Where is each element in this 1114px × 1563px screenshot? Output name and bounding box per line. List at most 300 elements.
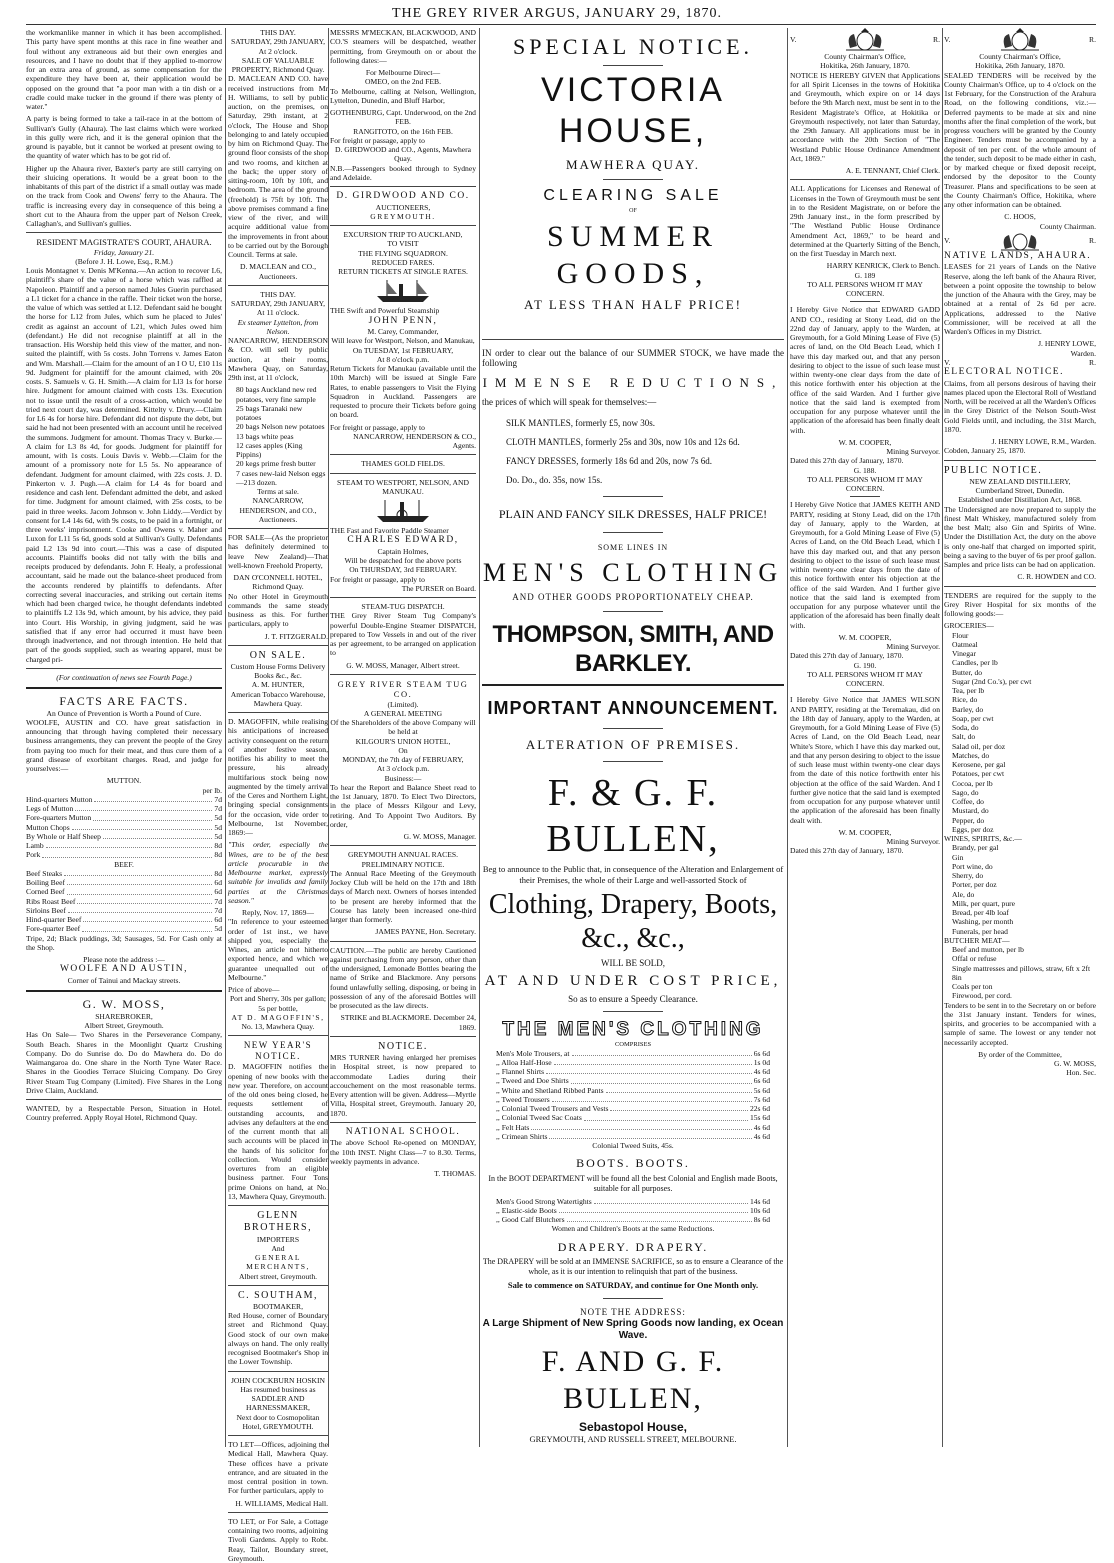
divider xyxy=(26,668,222,669)
glenn-address: Albert street, Greymouth. xyxy=(238,1271,318,1281)
price-row xyxy=(26,832,222,841)
divider xyxy=(482,684,784,686)
native-lands-text: LEASES for 21 years of Lands on the Native Reserve, along the left bank of the Ahaura River, between a point opposite the township to below the junction of the Ahaura with the Grey, may be obtained at a rental of 2s 6d per acre. Applications, addressed to the Native Commissioner, will be received at all the Warden's Offices in my District. xyxy=(944,262,1096,337)
southam-subtitle: BOOTMAKER, xyxy=(253,1301,303,1311)
clothing-drapery-title: Clothing, Drapery, Boots, &c., &c., xyxy=(488,888,778,955)
list-item: Soda, do xyxy=(952,723,979,733)
cooper-name: W. M. COOPER, xyxy=(838,437,892,447)
price-row xyxy=(26,906,222,915)
divider xyxy=(603,728,663,729)
notice-number: G. 189 xyxy=(854,270,876,280)
magoffin-text: D. MAGOFFIN, while realising his anticipations of increased activity consequent on the return of another festive season, notifies his ability to meet the pressure, his already multifarious stock being now augmented by the timely arrival of the Ceres and Northern Light, bringing special consignments for the occasion, vide order to Melbourne, 1st November, 1869:— xyxy=(228,717,328,838)
divider xyxy=(228,1035,328,1036)
price-item: ,, Colonial Tweed Sac Coats xyxy=(496,1113,582,1123)
beef-note: Tripe, 2d; Black puddings, 3d; Sausages, 5d. For Cash only at the Shop. xyxy=(26,933,222,952)
price-value: 8d xyxy=(214,841,222,851)
steamship-icon xyxy=(373,278,433,304)
bullen-title: F. & G. F. BULLEN, xyxy=(546,771,720,860)
clothing-price-list xyxy=(482,1049,784,1142)
by-order: By order of the Committee, xyxy=(978,1049,1062,1059)
divider xyxy=(603,1011,663,1012)
price-item: By Whole or Half Sheep xyxy=(26,831,101,841)
divider xyxy=(330,674,476,675)
price-row xyxy=(496,1113,770,1122)
list-item: Eggs, per doz xyxy=(952,824,994,834)
price-value: 7d xyxy=(214,804,222,814)
edward-intro: THE Fast and Favorite Paddle Steamer xyxy=(330,526,449,536)
edward-freight: For freight or passage, apply to xyxy=(330,574,425,584)
price-row xyxy=(496,1215,770,1224)
excursion-fares: REDUCED FARES. xyxy=(371,257,435,267)
column-4 xyxy=(482,28,784,1447)
price-item: Mutton Chops xyxy=(26,822,70,832)
caution-text: CAUTION.—The public are hereby Cautioned against purchasing from any person, other than the undersigned, Lemonade Bottles bearing the name of Strike and Blackmore. Any persons found unlawfully selling, disposing, or being in possession of any of the aforesaid Bottles will be prosecuted as the law directs. xyxy=(330,945,476,1011)
sale-time: At 2 o'clock. xyxy=(258,46,298,56)
mm-melbourne: For Melbourne Direct— xyxy=(365,68,441,77)
paddle-steamer-icon xyxy=(373,498,433,524)
divider xyxy=(228,1435,328,1436)
thompson-title: THOMPSON, SMITH, AND BARKLEY. xyxy=(492,621,774,678)
moss-title: Hon. Sec. xyxy=(1066,1068,1096,1078)
thames-title: THAMES GOLD FIELDS. xyxy=(361,459,445,469)
victoria-house-title: VICTORIA HOUSE, xyxy=(541,70,725,151)
list-item: Gin xyxy=(952,852,964,862)
divider xyxy=(228,1371,328,1372)
to-all-title: TO ALL PERSONS WHOM IT MAY CONCERN. xyxy=(807,669,923,688)
lots-list xyxy=(228,385,328,487)
business-signature: G. W. MOSS, Manager. xyxy=(403,832,476,842)
notice-number: G. 190. xyxy=(853,660,877,670)
edward-date: On THURSDAY, 3rd FEBRUARY. xyxy=(349,565,457,575)
column-divider xyxy=(479,28,480,1447)
summer-goods-title: SUMMER GOODS, xyxy=(546,220,720,291)
vr-right: R. xyxy=(933,35,940,45)
list-item: Milk, per quart, pure xyxy=(952,898,1016,908)
divider xyxy=(603,1298,663,1299)
news-paragraph: the workmanlike manner in which it has been accomplished. This party have spent months at this race in fine weather and foul without any extraneous aid but their own energies and resources, and I have no doubt that if they applied to-morrow for an extra area of ground, as some compensation for the expenditure they have been at, their application would be opposed on the ground that "a poor man with a tin dish or a cradle could make tucker in the ground if there was plenty of water." xyxy=(26,28,222,111)
divider xyxy=(228,528,328,529)
continuation-note: (For continuation of news see Fourth Page.) xyxy=(56,672,192,682)
royal-coat-of-arms-icon xyxy=(997,231,1043,251)
list-item: Sugar (2nd Co.'s), per cwt xyxy=(952,676,1032,686)
court-date: Friday, January 21. xyxy=(93,247,155,257)
note-address: NOTE THE ADDRESS: xyxy=(580,1306,686,1317)
onsale-items: Custom House Forms Delivery Books &c., &c. xyxy=(230,661,326,681)
tolet-signature: H. WILLIAMS, Medical Hall. xyxy=(235,1498,328,1508)
facts-text: WOOLFE, AUSTIN and CO. have great satisfaction in announcing that through having completed their necessary business arrangements, they can prevent the people of the Grey from paying too much for their meat, and thus cure them of a grand disease of exorbitant charges. Read, and judge for yourselves:— xyxy=(26,717,222,774)
excursion-return: RETURN TICKETS AT SINGLE RATES. xyxy=(338,267,468,277)
price-item: ,, Colonial Tweed Trousers and Vests xyxy=(496,1104,609,1114)
price-value: 22s 6d xyxy=(749,1104,770,1114)
distillery-text: The Undersigned are now prepared to supply the finest Malt Whiskey, manufactured solely from the best Malt; also Gin and Spirits of Wine. Under the Distillation Act, the duty on the above is only one-half that charged on imported spirit, being a saving to the buyer of 6s per proof gallon. Samples and price lists can be had on application. xyxy=(944,504,1096,570)
excursion-visit: TO VISIT xyxy=(387,239,419,249)
price-text: Port and Sherry, 30s per gallon; 5s per bottle, xyxy=(229,994,327,1013)
tolet-cottage: TO LET, or For Sale, a Cottage containing two rooms, adjoining Tivoli Gardens. Apply to Robt. Reay, Tailor, Boundary street, Greymouth. xyxy=(228,1516,328,1563)
price-item: ,, Tweed and Doe Shirts xyxy=(496,1076,569,1086)
price-item: Pork xyxy=(26,850,41,860)
divider xyxy=(603,611,663,612)
list-item: Vinegar xyxy=(952,649,977,659)
price-value: 15s 6d xyxy=(749,1113,770,1123)
vr-left: V. xyxy=(790,35,797,45)
divider xyxy=(944,586,1096,587)
wines-heading: WINES, SPIRITS, &c.— xyxy=(944,834,1022,844)
alteration-title: ALTERATION OF PREMISES. xyxy=(525,736,741,752)
hotel-name: DAN O'CONNELL HOTEL, xyxy=(233,573,323,582)
column-5 xyxy=(790,28,940,1447)
newyear-title: NEW YEAR'S NOTICE. xyxy=(243,1040,313,1062)
to-all-title: TO ALL PERSONS WHOM IT MAY CONCERN. xyxy=(807,474,923,493)
vr-right: R. xyxy=(1089,236,1096,246)
hoos-title: County Chairman. xyxy=(1039,221,1096,231)
list-item: Oatmeal xyxy=(952,639,978,649)
beef-title: BEEF. xyxy=(114,859,134,869)
price-value: 5d xyxy=(214,831,222,841)
excursion-squadron: THE FLYING SQUADRON. xyxy=(358,248,448,258)
list-item: Rice, do xyxy=(952,695,978,705)
boots-price-list xyxy=(482,1197,784,1225)
price-value: 10s 6d xyxy=(749,1205,770,1215)
price-item: Fore-quarter Beef xyxy=(26,924,81,934)
divider xyxy=(228,1285,328,1286)
woolfe-name: WOOLFE AND AUSTIN, xyxy=(59,964,189,975)
distillery-name: NEW ZEALAND DISTILLERY, xyxy=(969,476,1071,486)
divider xyxy=(330,1036,476,1037)
court-report: Louis Montagnet v. Denis M'Kenna.—An action to recover L6, plaintiff's share of the value of a horse which was raffled at Napoleon. Plaintiff and a person named Jules Guerin purchased a L1 ticket for a chance in the raffle. Their ticket won the horse, the value of which was settled at L12. Defendant said he bought the horse for L12 from Jules, which sum he placed to Jules' credit as against an account of L21, which Jules owed him (defendant.) He did not recognise plaintiff at all in the transaction. His Worship held this view of the matter, and non-suited the plaintiff, with 5s costs. John Torrens v. James Eaton and Wm. Marshall.—Claim for the amount of an I O U, £10 11s 9d. Judgment for plaintiff for the amount claimed, with 20s costs. S. Samuels v. G. H. Smith.—A claim for Ll3 1s for horse hire. Judgment for amount claimed with costs 13s. Execution not to issue until the result of a cross-action, which would be tried next court day, was determined. Kittelty v. Drury.—Claim for L6 4s for horse hire. Defendant did not dispute the debt, but said he had not been presented with an account until he received the summons. Judgment for amount. Thomas Tracy v. Burke.—A claim for L3 8s 4d, for goods. Judgment for plaintiff for amount, with 1s costs. Louis Davis v. Webb.—Claim for the amount of a promissory note for L5 5s. No appearance of defendant. Judgment for amount claimed, with 22s costs. J. D. Pinkerton v. J. Pugh.—A claim for L4 4s for board and residence and cash lent. Defendant admitted the debt, and asked for time. Judgment for amount claimed, with 25s costs, to be paid in three weeks. Jacom Johnson v. John Liddy.—Verdict by consent for L4 14s 6d, with 9s costs, to be paid in a fortnight, or three weeks' imprisonment. Cooke and Owens v. Maher and Luxon for L11 5s 6d, goods sold at Sullivan's Gully. Defendants paid L2 13s 9d into court.—This was a case of disputed accounts. Plaintiffs books did not tally with the bills and receipts produced by defendants. John F. Healy, a professional accountant, said he made out the balance-sheet produced from the accounts rendered by plaintiffs to defendants. After correcting several inaccuracies, and striking out certain items which had been charged twice, he thought defendants indebted to plaintiffs L2 13s 9d, which amount, by his advice, they paid into Court. His Worship, in giving judgment, said he was satisfied that if any error had occurred it must have been through inadvertence, and not through intention. He held that part of the goods supplied, such as wearing apparel, must be charged pri- xyxy=(26,266,222,664)
moss-address: Albert Street, Greymouth. xyxy=(84,1021,164,1031)
penn-agent: NANCARROW, HENDERSON & CO., Agents. xyxy=(353,431,476,451)
mawhera-quay: MAWHERA QUAY. xyxy=(565,156,701,172)
southam-text: Red House, corner of Boundary street and Richmond Quay. Good stock of our own make always on hand. The only really recognised Bootmaker's Shop in the Lower Township. xyxy=(228,1311,328,1367)
glenn-and: And xyxy=(271,1243,285,1253)
list-item: Tea, per lb xyxy=(952,686,985,696)
women-boots: Women and Children's Boots at the same Reductions. xyxy=(551,1224,715,1234)
this-day: THIS DAY. xyxy=(260,28,296,37)
meeting-text: Of the Shareholders of the above Company will be held at xyxy=(330,718,476,737)
under-cost-title: AT AND UNDER COST PRICE, xyxy=(484,973,782,990)
list-item: 20 kegs prime fresh butter xyxy=(236,459,316,469)
price-row xyxy=(26,841,222,850)
divider xyxy=(228,645,328,646)
woolfe-address: Corner of Tainui and Mackay streets. xyxy=(67,976,181,986)
divider xyxy=(330,1122,476,1123)
business-text: To hear the Report and Balance Sheet read to the 1st January, 1870. To Elect Two Directors, in the place of Messrs Kilgour and Levy, retiring. And To Appoint Two Auditors. By order, xyxy=(330,782,476,829)
divider xyxy=(330,186,476,187)
caution-signature: STRIKE and BLACKMORE. December 24, 1869. xyxy=(340,1013,476,1032)
list-item: SILK MANTLES, formerly £5, now 30s. xyxy=(506,418,655,429)
divider xyxy=(482,339,784,340)
divider xyxy=(330,941,476,942)
moss-signature: G. W. MOSS, xyxy=(1054,1059,1096,1069)
moss-title: G. W. MOSS, xyxy=(82,997,166,1012)
cooper-title: Mining Surveyor. xyxy=(886,837,940,846)
price-value: 7d xyxy=(214,794,222,804)
mens-clothing-title: MEN'S CLOTHING xyxy=(482,557,784,587)
price-row xyxy=(26,823,222,832)
hunter-address: American Tobacco Warehouse, Mawhera Quay. xyxy=(230,689,326,708)
divider xyxy=(26,232,222,233)
list-item: 80 bags Auckland new red potatoes, very fine sample xyxy=(236,385,317,404)
list-item: Do. Do., do. 35s, now 15s. xyxy=(506,475,603,486)
penn-intro: THE Swift and Powerful Steamship xyxy=(330,306,440,316)
clearing-sale: CLEARING SALE xyxy=(543,186,723,204)
turner-text: MRS TURNER having enlarged her premises in Hospital street, is now prepared to accommodate Ladies during their accouchement on the most reasonable terms. Every attention will be given. Address—Myrtle Villa, Hospital street, Greymouth. January 20, 1870. xyxy=(330,1053,476,1118)
list-item: Bread, per 4lb loaf xyxy=(952,908,1009,918)
edward-purser: The PURSER on Board. xyxy=(401,583,476,593)
distillery-street: Cumberland Street, Dunedin. xyxy=(975,486,1065,496)
list-item: Butter, do xyxy=(952,667,983,677)
price-value: 4s 6d xyxy=(753,1131,770,1141)
southam-title: C. SOUTHAM, xyxy=(237,1289,319,1301)
royal-coat-of-arms-icon xyxy=(842,28,888,52)
royal-coat-of-arms-icon xyxy=(997,28,1043,52)
list-item: Brandy, per gal xyxy=(952,843,999,853)
facts-title: FACTS ARE FACTS. xyxy=(59,694,189,709)
price-row xyxy=(496,1095,770,1104)
cooper-name: W. M. COOPER, xyxy=(838,632,892,642)
divider xyxy=(330,225,476,226)
price-item: Lamb xyxy=(26,841,44,851)
penn-freight: For freight or passage, apply to xyxy=(330,422,425,432)
nancarrow-text: NANCARROW, HENDERSON & CO. will sell by public auction, at their rooms, Mawhera Quay, on Saturday, 29th inst, at 11 o'clock, xyxy=(228,336,328,382)
divider xyxy=(944,460,1096,461)
to-all-title: TO ALL PERSONS WHOM IT MAY CONCERN. xyxy=(807,279,923,298)
divider xyxy=(26,990,222,992)
list-item: Salad oil, per doz xyxy=(952,741,1006,751)
girdwood-subtitle: AUCTIONEERS, xyxy=(375,202,431,212)
penn-leave: Will leave for Westport, Nelson, and Manukau, xyxy=(331,336,475,346)
price-item: Legs of Mutton xyxy=(26,804,74,814)
cooper-name: W. M. COOPER, xyxy=(838,827,892,837)
sale-time: At 11 o'clock. xyxy=(256,308,300,318)
price-value: 6s 6d xyxy=(753,1076,770,1086)
divider xyxy=(603,496,663,497)
price-row xyxy=(496,1067,770,1076)
mm-omeo: OMEO, on the 2nd FEB. xyxy=(365,77,441,87)
races-subtitle: PRELIMINARY NOTICE. xyxy=(361,859,445,869)
price-row xyxy=(26,813,222,822)
tennant-signature: A. E. TENNANT, Chief Clerk. xyxy=(845,166,940,175)
list-item: 13 bags white peas xyxy=(236,431,294,441)
licence-notice: NOTICE IS HEREBY GIVEN that Applications for all Spirit Licenses in the towns of Hokitika and Greymouth, which expire on or 14 days before the 9th March next, must be sent in to the Resident Magistrate's Office, at Hokitika or Greymouth respectively, not later than Saturday, the 29th January. All applications must be in accordance with the 20th Section of "The Westland Public House Ordinance Amendment Act, 1869." xyxy=(790,70,940,163)
price-item: ,, Flannel Shirts xyxy=(496,1067,545,1077)
of-label: OF xyxy=(629,208,637,215)
price-row xyxy=(26,850,222,859)
terms: Terms at sale. xyxy=(257,487,299,496)
divider xyxy=(603,532,663,533)
nancarrow-signature: NANCARROW, HENDERSON, and CO., Auctioneers. xyxy=(239,496,317,524)
divider xyxy=(603,761,663,762)
hoskin-title: JOHN COCKBURN HOSKIN xyxy=(230,1375,326,1385)
list-item: Pepper, do xyxy=(952,815,985,825)
divider xyxy=(603,65,663,66)
hotel-text: No other Hotel in Greymouth commands the same steady business as this. For further particulars, apply to xyxy=(228,591,328,629)
excursion-title: EXCURSION TRIP TO AUCKLAND, xyxy=(343,230,463,240)
newyear-text: D. MAGOFFIN notifies the opening of new books with the new year. Therefore, on account of the old ones being closed, he requests settlement of outstanding accounts, and advises any defaulters at the end of the current month that all such accounts will be placed in the hands of his solicitor for collection. Would consider overtures from an eligible business partner. Four Tons prime Onions on hand, at No. 13, Mawhera Quay, Greymouth. xyxy=(228,1062,328,1201)
chairman-office: County Chairman's Office, xyxy=(824,52,906,61)
magoffin-ref: "In reference to your esteemed order of 1st inst., we have shipped you, especially the Wines, an article not hitherto exported hence, and which we guarantee unequalled out of Melbourne." xyxy=(228,917,328,982)
price-item: Men's Mole Trousers, at xyxy=(496,1048,570,1058)
important-title: IMPORTANT ANNOUNCEMENT. xyxy=(487,697,779,718)
divider xyxy=(228,1512,328,1513)
price-value: 1s 0d xyxy=(753,1057,770,1067)
column-divider xyxy=(328,28,329,1447)
vr-left: V. xyxy=(944,236,951,246)
ex-steamer: Ex steamer Lyttelton, from Nelson. xyxy=(237,317,319,336)
list-item: FANCY DRESSES, formerly 18s 6d and 20s, now 7s 6d. xyxy=(506,456,713,467)
penn-return: Return Tickets for Manukau (available until the 10th March) will be issued at Single Fare Rates, to enable passengers to Visit the Flying Squadron in Auckland. Passengers are requested to procure their Tickets before going on board. xyxy=(330,364,476,420)
price-item: Hind-quarters Mutton xyxy=(26,794,93,804)
price-item: Sirloins Beef xyxy=(26,905,66,915)
list-item: Washing, per month xyxy=(952,917,1014,927)
wilson-notice: I Hereby Give Notice that JAMES WILSON AND PARTY, residing at the Teremakau, did on the 18th day of January, apply to the Warden, at Greymouth, for a Gold Mining Lease of Five (5) Acres of Land, on the Old Beach Lead, near White's Store, which I have this day marked out, and that any person desiring to object to the issue of such lease must within twenty-one clear days from the date of this notice forthwith enter his objection at the office of the said Warden. And I further give notice that the said land is exempted from occupation for any purpose whatever until the application of the aforesaid has been finally dealt with. xyxy=(790,695,940,825)
will-be-sold: WILL BE SOLD, xyxy=(601,958,665,969)
column-divider xyxy=(942,28,943,1447)
arahura-tenders: SEALED TENDERS will be received by the County Chairman's Office, up to 4 o'clock on the 1st February, for the Construction of the Arahura Road, on the following conditions, viz.:—Deferred payments to be made at six and nine months after the final completion of the work, but progress vouchers will be granted by the County Engineer. Tenders must be accompanied by a deposit of ten per cent. of the whole amount of the tender, such deposit to be made either in cash, or by marked cheque or fixed deposit receipt, endorsed by the depositor to the County Treasurer. Plans and specifications to be seen at the County Chairman's Office, Hokitika, where any other information can be obtained. xyxy=(944,70,1096,209)
races-signature: JAMES PAYNE, Hon. Secretary. xyxy=(375,927,476,937)
price-value: 6d xyxy=(214,878,222,888)
list-item: Single mattresses and pillows, straw, 6ft x 2ft 8in xyxy=(952,963,1091,982)
hospital-tenders: TENDERS are required for the supply to the Grey River Hospital for six months of the following goods:— xyxy=(944,590,1096,619)
price-value: 14s 6d xyxy=(749,1196,770,1206)
order-text: IN order to clear out the balance of our SUMMER STOCK, we have made the following xyxy=(482,347,784,369)
school-title: NATIONAL SCHOOL. xyxy=(345,1126,461,1137)
boots-title: BOOTS. BOOTS. xyxy=(576,1156,690,1171)
divider xyxy=(228,285,328,286)
list-item: Sherry, do xyxy=(952,871,984,881)
price-item: ,, White and Shetland Ribbed Pants xyxy=(496,1085,604,1095)
drapery-title: DRAPERY. DRAPERY. xyxy=(557,1239,709,1254)
list-item: 20 bags Nelson new potatoes xyxy=(236,422,325,432)
list-item: Beef and mutton, per lb xyxy=(952,945,1024,955)
comprises-label: COMPRISES xyxy=(614,1040,652,1048)
sale-title: SALE OF VALUABLE PROPERTY, Richmond Quay. xyxy=(231,55,325,74)
races-title: GREYMOUTH ANNUAL RACES. xyxy=(347,850,459,860)
divider xyxy=(603,179,663,180)
boots-text: In the BOOT DEPARTMENT will be found all the best Colonial and English made Boots, suitable for all purposes. xyxy=(488,1174,778,1193)
glenn-title: GLENN BROTHERS, xyxy=(243,1210,313,1234)
groceries-heading: GROCERIES— xyxy=(944,621,994,631)
price-value: 7d xyxy=(214,905,222,915)
glenn-importers: IMPORTERS xyxy=(256,1234,300,1244)
penn-name: JOHN PENN, xyxy=(368,315,438,326)
price-row xyxy=(26,887,222,896)
hoos-name: C. HOOS, xyxy=(1004,212,1036,222)
list-item: 12 cases apples (King Pippins) xyxy=(236,440,303,459)
price-value: 8d xyxy=(214,850,222,860)
address-note: Please note the address :— xyxy=(83,955,165,965)
moss-subtitle: SHAREBROKER, xyxy=(95,1011,153,1021)
bullen-address: GREYMOUTH, AND RUSSELL STREET, MELBOURNE. xyxy=(529,1434,737,1445)
tweed-suits: Colonial Tweed Suits, 45s. xyxy=(592,1141,674,1151)
renewal-notice: ALL Applications for Licenses and Renewal of Licenses in the Town of Greymouth must be sent in to the Resident Magistrate, on or before the 29th January inst., in the form prescribed by "The Westland Public House Ordinance Amendment Act, 1869," to be heard and determined at the Quarterly Sitting of the Bench, on the first Tuesday in March next. xyxy=(790,184,940,258)
price-item: Beef Steaks xyxy=(26,868,63,878)
sebastopol-house: Sebastopol House, xyxy=(578,1419,688,1434)
column-divider xyxy=(225,28,226,1447)
news-paragraph: A party is being formed to take a tail-race in at the bottom of Sullivan's Gully (Ahaura). The last claims which were worked in this gully were rich, and it is the general opinion that the ground is payable, but it cannot be worked at present owing to the quantity of water which has to be got rid of. xyxy=(26,114,222,161)
mm-to: To Melbourne, calling at Nelson, Wellington, Lyttelton, Dunedin, and Bluff Harbor, xyxy=(330,86,476,105)
price-row xyxy=(496,1197,770,1206)
price-row xyxy=(496,1058,770,1067)
price-item: ,, Tweed Trousers xyxy=(496,1094,550,1104)
price-value: 5d xyxy=(214,924,222,934)
list-item: Cocoa, per lb xyxy=(952,778,993,788)
price-row xyxy=(496,1123,770,1132)
hoskin-text: Has resumed business as xyxy=(240,1384,316,1394)
price-item: ,, Elastic-side Boots xyxy=(496,1205,557,1215)
hoskin-trade: SADDLER AND HARNESSMAKER, xyxy=(246,1394,310,1413)
divider xyxy=(228,712,328,713)
price-item: Corned Beef xyxy=(26,887,65,897)
sale-commence: Sale to commence on SATURDAY, and continue for One Month only. xyxy=(507,1279,759,1290)
tug-signature: G. W. MOSS, Manager, Albert street. xyxy=(346,660,460,670)
divider xyxy=(850,691,880,692)
howden-signature: C. R. HOWDEN and CO. xyxy=(1017,572,1096,582)
grey-tug-title: GREY RIVER STEAM TUG CO. xyxy=(337,678,469,700)
meeting-on: On xyxy=(398,745,408,755)
steam-title: STEAM TO WESTPORT, NELSON, AND MANUKAU. xyxy=(337,477,469,496)
electoral-title: ELECTORAL NOTICE. xyxy=(944,367,1064,378)
price-item: ,, Alloa Half-Hose xyxy=(496,1057,552,1067)
bullen-title-bottom: F. AND G. F. BULLEN, xyxy=(541,1345,725,1415)
mm-freight: For freight or passage, apply to xyxy=(330,135,425,145)
cooper-title: Mining Surveyor. xyxy=(886,642,940,651)
meeting-time: At 3 o'clock p.m. xyxy=(376,764,430,774)
price-item: Hind-quarter Beef xyxy=(26,915,82,925)
mutton-title: MUTTON. xyxy=(106,776,142,786)
prices-text: the prices of which will speak for themselves:— xyxy=(482,397,657,408)
divider xyxy=(850,496,880,497)
grocery-list xyxy=(944,631,1096,835)
price-row xyxy=(496,1132,770,1141)
edward-despatch: Will be despatched for the above ports xyxy=(344,556,462,566)
list-item: Salt, do xyxy=(952,732,976,742)
price-value: 8d xyxy=(214,868,222,878)
list-item: Candles, per lb xyxy=(952,658,998,668)
sale-date: SATURDAY, 29th JANUARY, xyxy=(231,299,325,308)
chairman-date: Hokitika, 26th January, 1870. xyxy=(820,61,910,71)
maclean-text: D. MACLEAN AND CO. have received instructions from Mr H. Williams, to sell by public auction, on the premises, on Saturday, 29th instant, at 2 o'clock, The House and Shop belonging to and lately occupied by him on Richmond Quay. The ground floor consists of the shop and two rooms, and kitchen at the back; the upper story of sitting-room, 10ft by 10ft, and bedroom. The area of the ground (freehold) is 75ft by 10ft. The above premises command a fine view of the river, and will acquire additional value from the improvements in front about to be carried out by the Borough Council. Terms at sale. xyxy=(228,74,328,259)
magoffin-address: No. 13, Mawhera Quay. xyxy=(241,1022,315,1032)
moss-text: Has On Sale— Two Shares in the Perseverance Company, South Beach. Shares in the Moonlight Quartz Crushing Company. Do do Sunrise do. Do do Mawhera do. Do do Waimangaroa do. One share in the North Tyne Water Race. Shares in the Goodies Terrace Sluicing Company. Do Grey River Steam Tug Company (Limited). Five Shares in the Long Drive Claim, Auckland. xyxy=(26,1030,222,1095)
dated-line: Dated this 27th day of January, 1870. xyxy=(790,651,904,661)
less-than-half: AT LESS THAN HALF PRICE! xyxy=(524,296,742,312)
divider xyxy=(330,845,476,846)
price-item: Fore-quarters Mutton xyxy=(26,813,92,823)
grey-tug-limited: (Limited). xyxy=(387,699,419,709)
price-value: 7d xyxy=(214,896,222,906)
divider xyxy=(26,687,222,689)
list-item: 7 cases new-laid Nelson eggs—213 dozen. xyxy=(236,468,326,487)
list-item: Soap, per cwt xyxy=(952,713,994,723)
price-row xyxy=(496,1049,770,1058)
column-2 xyxy=(228,28,328,1563)
price-label: Price of above— xyxy=(228,985,280,995)
mm-nb: N.B.—Passengers booked through to Sydney and Adelaide. xyxy=(330,163,476,182)
reduction-items xyxy=(482,418,784,486)
lowe-name: J. HENRY LOWE, xyxy=(1038,339,1096,349)
girdwood-title: D. GIRDWOOD AND CO. xyxy=(336,191,470,201)
price-value: 5d xyxy=(214,822,222,832)
sale-date: SATURDAY, 29th JANUARY, xyxy=(231,37,325,47)
business-label: Business:— xyxy=(384,773,422,783)
girdwood-town: GREYMOUTH. xyxy=(370,211,436,221)
wine-list xyxy=(944,843,1096,936)
price-row xyxy=(496,1104,770,1113)
races-text: The Annual Race Meeting of the Greymouth Jockey Club will be held on the 17th and 18th days of March next. Owners of horses intended to be present are hereby informed that the Course has lately been increased one-third larger than formerly. xyxy=(330,868,476,925)
vr-right: R. xyxy=(1089,35,1096,45)
price-row xyxy=(26,878,222,887)
